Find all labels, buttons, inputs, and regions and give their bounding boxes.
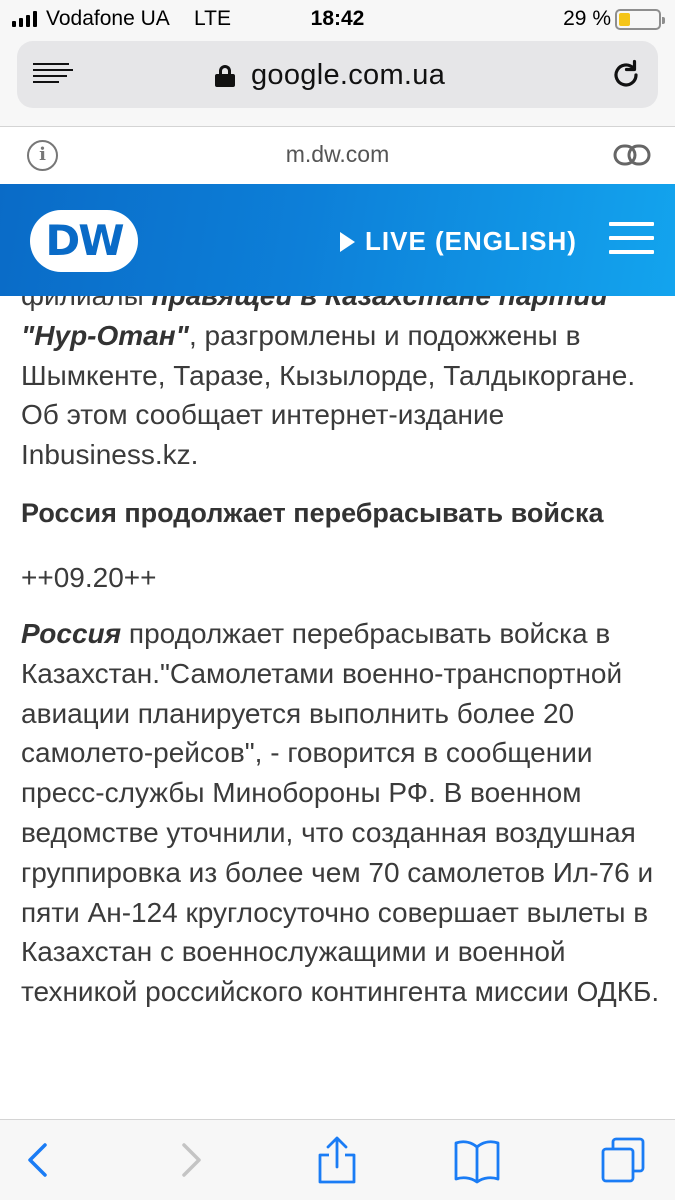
paragraph-text: продолжает перебрасывать войска в Казахстан."Самолетами военно-транспортной авиации планируется выполнить более 20 самолето-рейсов", - говорится в сообщении пресс-службы Минобороны РФ. В военном ведомстве уточнили, что созданная воздушная группировка из более чем 70 самолетов Ил-76 и пяти Ан-124 круглосуточно совершает вылеты в Казахстан с военнослужащими и военной техникой российского контингента миссии ОДКБ. — [21, 618, 660, 1008]
address-bar[interactable] — [17, 41, 658, 108]
live-label: LIVE (ENGLISH) — [365, 226, 577, 256]
battery-icon — [615, 9, 661, 30]
browser-toolbar — [0, 1119, 675, 1200]
tabs-icon[interactable] — [600, 1135, 646, 1185]
address-bar-area — [0, 38, 675, 126]
article-paragraph — [21, 276, 661, 475]
article-paragraph — [21, 614, 661, 1012]
play-icon — [340, 232, 355, 252]
section-subheading: Россия продолжает перебрасывать войска — [21, 498, 604, 528]
network-type: LTE — [194, 7, 231, 30]
hamburger-menu-icon[interactable] — [609, 222, 654, 255]
forward-icon[interactable] — [165, 1135, 211, 1185]
status-bar — [0, 0, 675, 38]
info-icon[interactable]: i — [27, 140, 58, 171]
site-info-bar — [0, 127, 675, 184]
address-domain[interactable]: google.com.ua — [251, 59, 446, 91]
status-time: 18:42 — [310, 7, 365, 30]
battery-level-fill — [619, 13, 630, 26]
battery-percent: 29 % — [563, 7, 611, 30]
lock-icon — [215, 65, 235, 87]
back-icon[interactable] — [18, 1135, 64, 1185]
share-icon[interactable] — [314, 1135, 360, 1185]
live-english-link[interactable] — [340, 226, 577, 257]
party-name: "Нур-Отан" — [21, 319, 189, 351]
reload-icon[interactable] — [610, 59, 642, 91]
paragraph-text: , разгромлены и подожжены в Шымкенте, Таразе, Кызылорде, Талдыкоргане. Об этом сообщает интернет-издание Inbusiness.kz. — [21, 319, 636, 471]
dw-logo[interactable]: DW — [30, 210, 138, 272]
reader-view-icon[interactable] — [33, 63, 73, 87]
update-timestamp: ++09.20++ — [21, 562, 157, 593]
bookmarks-icon[interactable] — [454, 1135, 500, 1185]
site-header — [0, 184, 675, 296]
link-icon[interactable] — [613, 144, 651, 166]
site-domain: m.dw.com — [285, 141, 390, 167]
carrier-name: Vodafone UA — [46, 7, 170, 30]
paragraph-lead: Россия — [21, 618, 122, 649]
